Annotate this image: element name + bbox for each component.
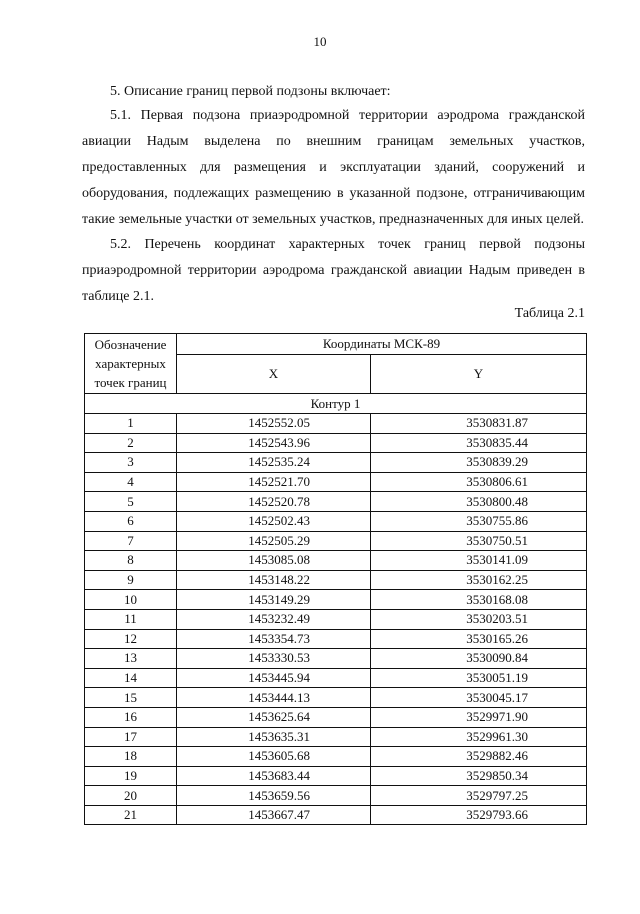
x-coordinate-cell: 1453232.49 (177, 609, 371, 629)
x-coordinate-cell: 1453683.44 (177, 766, 371, 786)
x-coordinate-cell: 1453445.94 (177, 668, 371, 688)
y-coordinate-cell: 3529971.90 (371, 707, 587, 727)
point-number-cell: 17 (85, 727, 177, 747)
point-number-cell: 19 (85, 766, 177, 786)
point-number-cell: 3 (85, 453, 177, 473)
point-number-cell: 2 (85, 433, 177, 453)
x-coordinate-cell: 1452505.29 (177, 531, 371, 551)
table-row (85, 414, 587, 434)
y-coordinate-cell: 3530141.09 (371, 551, 587, 571)
point-number-cell: 5 (85, 492, 177, 512)
y-coordinate-cell: 3529793.66 (371, 805, 587, 825)
y-coordinate-cell: 3530800.48 (371, 492, 587, 512)
y-coordinate-cell: 3529961.30 (371, 727, 587, 747)
x-coordinate-cell: 1453354.73 (177, 629, 371, 649)
header-x: X (177, 355, 371, 394)
y-coordinate-cell: 3530835.44 (371, 433, 587, 453)
table-row (85, 511, 587, 531)
paragraph-5-1: 5.1. Первая подзона приаэродромной территории аэродрома гражданской авиации Надым выделена по внешним границам земельных участков, предоставленных для размещения и эксплуатации зданий, сооружений и оборудования, подлежащих размещению в указанной подзоне, отграничивающим такие земельные участки от земельных участков, предназначенных для иных целей. (82, 108, 585, 227)
table-row (85, 727, 587, 747)
x-coordinate-cell: 1452535.24 (177, 453, 371, 473)
table-row (85, 629, 587, 649)
table-row (85, 472, 587, 492)
table-row (85, 609, 587, 629)
point-number-cell: 7 (85, 531, 177, 551)
x-coordinate-cell: 1453635.31 (177, 727, 371, 747)
point-number-cell: 6 (85, 511, 177, 531)
table-row (85, 453, 587, 473)
table-row (85, 688, 587, 708)
x-coordinate-cell: 1453148.22 (177, 570, 371, 590)
y-coordinate-cell: 3529850.34 (371, 766, 587, 786)
x-coordinate-cell: 1452520.78 (177, 492, 371, 512)
x-coordinate-cell: 1453605.68 (177, 747, 371, 767)
x-coordinate-cell: 1453085.08 (177, 551, 371, 571)
x-coordinate-cell: 1452543.96 (177, 433, 371, 453)
header-coordinates: Координаты МСК-89 (177, 334, 587, 355)
point-number-cell: 8 (85, 551, 177, 571)
y-coordinate-cell: 3530162.25 (371, 570, 587, 590)
y-coordinate-cell: 3530090.84 (371, 649, 587, 669)
x-coordinate-cell: 1453667.47 (177, 805, 371, 825)
x-coordinate-cell: 1452502.43 (177, 511, 371, 531)
table-row (85, 786, 587, 806)
page-number: 10 (313, 34, 327, 49)
table-row (85, 766, 587, 786)
y-coordinate-cell: 3530045.17 (371, 688, 587, 708)
section-heading: 5. Описание границ первой подзоны включает: (110, 84, 391, 99)
point-number-cell: 4 (85, 472, 177, 492)
paragraph-5-2: 5.2. Перечень координат характерных точек границ первой подзоны приаэродромной территории аэродрома гражданской авиации Надым приведен в таблице 2.1. (82, 237, 585, 304)
table-row (85, 668, 587, 688)
table-row (85, 551, 587, 571)
point-number-cell: 11 (85, 609, 177, 629)
table-body (85, 394, 587, 825)
y-coordinate-cell: 3530203.51 (371, 609, 587, 629)
coordinates-table (84, 333, 587, 825)
y-coordinate-cell: 3529882.46 (371, 747, 587, 767)
y-coordinate-cell: 3530806.61 (371, 472, 587, 492)
table-row (85, 805, 587, 825)
table-caption: Таблица 2.1 (514, 306, 585, 321)
point-number-cell: 9 (85, 570, 177, 590)
point-number-cell: 21 (85, 805, 177, 825)
table-row (85, 707, 587, 727)
y-coordinate-cell: 3529797.25 (371, 786, 587, 806)
header-y: Y (371, 355, 587, 394)
x-coordinate-cell: 1453149.29 (177, 590, 371, 610)
x-coordinate-cell: 1453625.64 (177, 707, 371, 727)
table-row (85, 649, 587, 669)
point-number-cell: 10 (85, 590, 177, 610)
point-number-cell: 13 (85, 649, 177, 669)
header-point-designation: Обозначение характерных точек границ (85, 334, 177, 394)
table-row (85, 590, 587, 610)
table-row (85, 531, 587, 551)
point-number-cell: 1 (85, 414, 177, 434)
x-coordinate-cell: 1453330.53 (177, 649, 371, 669)
y-coordinate-cell: 3530168.08 (371, 590, 587, 610)
x-coordinate-cell: 1452552.05 (177, 414, 371, 434)
table-row (85, 747, 587, 767)
point-number-cell: 12 (85, 629, 177, 649)
x-coordinate-cell: 1453444.13 (177, 688, 371, 708)
y-coordinate-cell: 3530831.87 (371, 414, 587, 434)
y-coordinate-cell: 3530755.86 (371, 511, 587, 531)
y-coordinate-cell: 3530051.19 (371, 668, 587, 688)
point-number-cell: 18 (85, 747, 177, 767)
point-number-cell: 14 (85, 668, 177, 688)
point-number-cell: 20 (85, 786, 177, 806)
table-row (85, 433, 587, 453)
table-row (85, 492, 587, 512)
y-coordinate-cell: 3530165.26 (371, 629, 587, 649)
x-coordinate-cell: 1452521.70 (177, 472, 371, 492)
y-coordinate-cell: 3530750.51 (371, 531, 587, 551)
contour-label: Контур 1 (85, 394, 587, 414)
point-number-cell: 15 (85, 688, 177, 708)
table-row (85, 570, 587, 590)
point-number-cell: 16 (85, 707, 177, 727)
y-coordinate-cell: 3530839.29 (371, 453, 587, 473)
x-coordinate-cell: 1453659.56 (177, 786, 371, 806)
